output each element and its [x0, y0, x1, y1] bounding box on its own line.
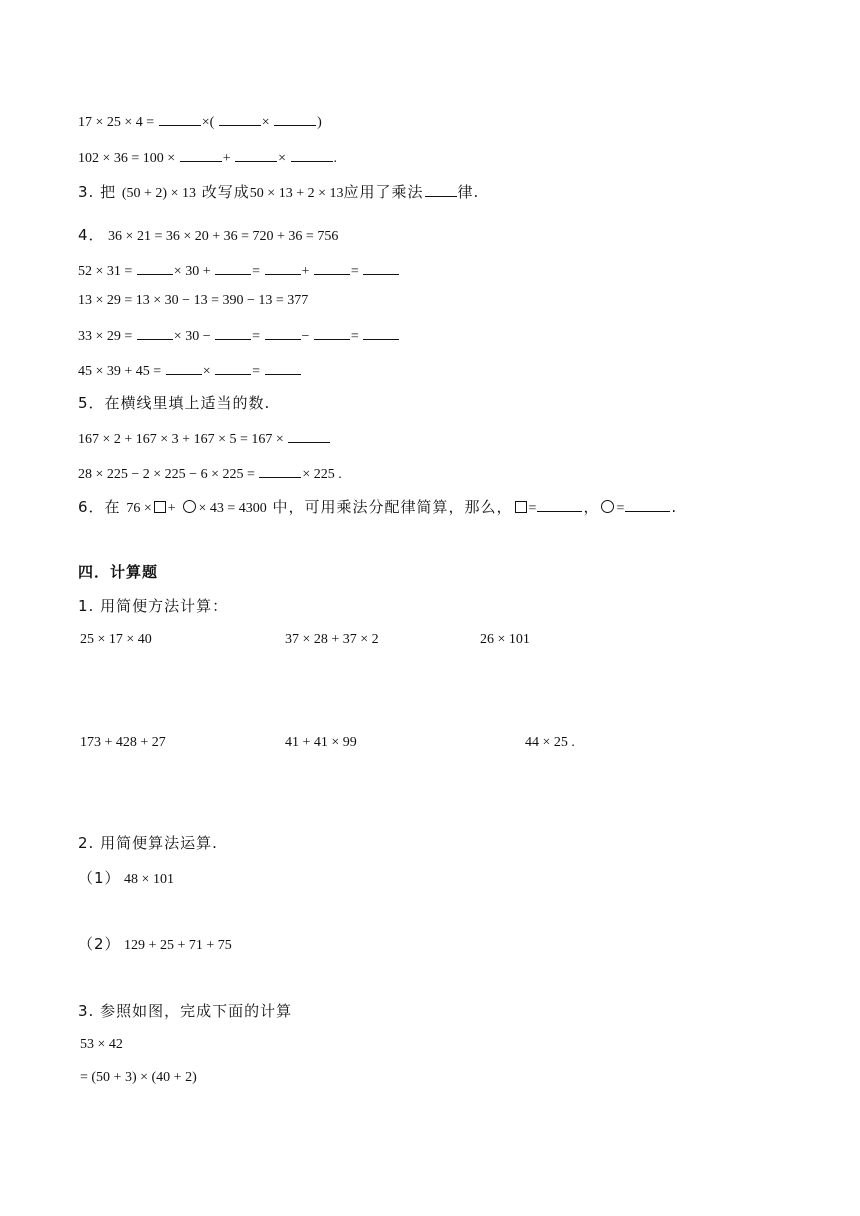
answer-blank[interactable] [363, 260, 399, 275]
math-expr: (50 + 2) × 13 [121, 186, 196, 201]
expr-text: 52 × 31 = [78, 264, 133, 279]
calc-item-2: 37 × 28 + 37 × 2 [285, 632, 379, 647]
expr-text: ) [317, 115, 322, 130]
expr-text: = [252, 264, 260, 279]
math-expr: 13 × 29 = 13 × 30 − 13 = 390 − 13 = 377 [78, 293, 309, 308]
answer-blank[interactable] [180, 147, 222, 162]
expr-text: 102 × 36 = 100 × [78, 151, 176, 166]
square-symbol [515, 501, 527, 513]
question-text: 改写成 [201, 183, 250, 201]
expr-text: = [350, 329, 359, 344]
expr-text: = [252, 329, 260, 344]
expr-text: 167 × 2 + 167 × 3 + 167 × 5 = 167 × [78, 432, 284, 447]
answer-blank[interactable] [291, 147, 333, 162]
circle-symbol [183, 500, 196, 513]
question-number: 6． [78, 498, 105, 516]
calc-item-4: 173 + 428 + 27 [80, 735, 166, 750]
answer-blank[interactable] [314, 325, 350, 340]
answer-blank[interactable] [288, 428, 330, 443]
expr-text: 28 × 225 − 2 × 225 − 6 × 225 = [78, 467, 255, 482]
expr-text: 17 × 25 × 4 = [78, 115, 155, 130]
answer-blank[interactable] [235, 147, 277, 162]
answer-blank[interactable] [166, 360, 202, 375]
expr-text: × [261, 115, 270, 130]
expr-text: × 225 . [302, 467, 342, 482]
calc-item-1: 25 × 17 × 40 [80, 632, 152, 647]
answer-blank[interactable] [259, 463, 301, 478]
circle-symbol [601, 500, 614, 513]
question-4-example-2 [78, 292, 308, 310]
answer-blank[interactable] [265, 260, 301, 275]
part-3-line-2: = (50 + 3) × (40 + 2) [80, 1070, 197, 1085]
expr-text: − [301, 329, 310, 344]
answer-blank[interactable] [219, 111, 261, 126]
expr-text: 45 × 39 + 45 = [78, 364, 162, 379]
math-expr: 48 × 101 [124, 872, 174, 887]
math-expr: 76 × [126, 501, 152, 516]
question-text: ， [583, 498, 600, 516]
expr-text: × [202, 364, 211, 379]
square-symbol [154, 501, 166, 513]
question-5-line-1 [78, 428, 331, 449]
question-text: 应用了乘法 [343, 183, 424, 201]
question-6 [78, 497, 677, 519]
question-4-fill-3 [78, 360, 302, 381]
item-label: （2） [78, 935, 121, 953]
question-5 [78, 393, 270, 413]
question-text: . [671, 498, 678, 516]
part-2-title: 2. 用简便算法运算. [78, 834, 218, 852]
math-expr: 129 + 25 + 71 + 75 [124, 938, 232, 953]
answer-blank[interactable] [314, 260, 350, 275]
answer-blank[interactable] [137, 325, 173, 340]
expr-text: × 30 + [173, 264, 211, 279]
math-expr: × 43 = 4300 [198, 501, 267, 516]
answer-blank[interactable] [265, 325, 301, 340]
question-5-line-2 [78, 463, 342, 484]
question-text: 在 [104, 498, 121, 516]
answer-blank[interactable] [537, 497, 582, 512]
expr-text: = [350, 264, 359, 279]
calc-item-3: 26 × 101 [480, 632, 530, 647]
expr-text: × 30 − [173, 329, 211, 344]
question-number: 4． [78, 226, 105, 244]
answer-blank[interactable] [215, 260, 251, 275]
math-expr: 36 × 21 = 36 × 20 + 36 = 720 + 36 = 756 [108, 229, 339, 244]
question-text: 3. 把 [78, 183, 117, 201]
question-text: 在横线里填上适当的数. [104, 394, 271, 412]
fill-line-2 [78, 147, 337, 168]
answer-blank[interactable] [137, 260, 173, 275]
fill-line-1 [78, 111, 322, 132]
section-heading: 四．计算题 [78, 563, 159, 581]
question-text: 中，可用乘法分配律简算，那么， [272, 498, 513, 516]
question-4-example-1 [78, 225, 338, 246]
expr-text: . [333, 151, 337, 166]
answer-blank[interactable] [159, 111, 201, 126]
answer-blank[interactable] [425, 182, 457, 197]
expr-text: + [222, 151, 231, 166]
item-label: （1） [78, 869, 121, 887]
question-3 [78, 182, 479, 204]
answer-blank[interactable] [215, 325, 251, 340]
math-expr: = [616, 501, 625, 516]
question-4-fill-2 [78, 325, 400, 346]
question-number: 5． [78, 394, 105, 412]
answer-blank[interactable] [215, 360, 251, 375]
calc-item-5: 41 + 41 × 99 [285, 735, 357, 750]
calc-item-6: 44 × 25 . [525, 735, 575, 750]
question-text: 律. [457, 183, 480, 201]
answer-blank[interactable] [363, 325, 399, 340]
expr-text: ×( [201, 115, 215, 130]
math-expr: 50 × 13 + 2 × 13 [249, 186, 344, 201]
expr-text: = [252, 364, 260, 379]
part-1-title: 1. 用简便方法计算： [78, 597, 229, 615]
expr-text: 33 × 29 = [78, 329, 133, 344]
math-expr: + [167, 501, 176, 516]
part-2-item-1 [78, 868, 174, 889]
answer-blank[interactable] [625, 497, 670, 512]
expr-text: × [278, 151, 286, 166]
answer-blank[interactable] [274, 111, 316, 126]
question-4-fill-1 [78, 260, 400, 281]
part-2-item-2 [78, 934, 232, 955]
expr-text: + [301, 264, 310, 279]
math-expr: = [528, 501, 537, 516]
answer-blank[interactable] [265, 360, 301, 375]
part-3-title: 3. 参照如图，完成下面的计算 [78, 1002, 293, 1020]
part-3-line-1: 53 × 42 [80, 1037, 123, 1052]
